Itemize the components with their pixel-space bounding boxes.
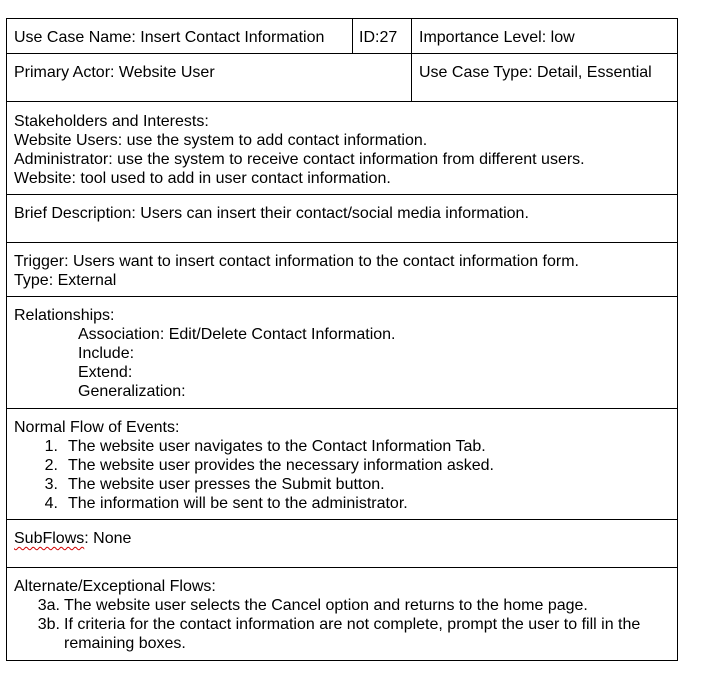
- trigger-type-label: Type:: [14, 272, 54, 289]
- list-item: [14, 494, 670, 513]
- use-case-type-value: Detail, Essential: [537, 64, 652, 81]
- stakeholder-line: Administrator: use the system to receive contact information from different users.: [14, 151, 585, 168]
- subflows-row: [7, 520, 678, 568]
- use-case-name-cell: [7, 19, 353, 54]
- use-case-name-value: Insert Contact Information: [140, 29, 325, 46]
- list-item: [14, 475, 670, 494]
- normal-flow-row: [7, 409, 678, 520]
- trigger-type-line: [14, 271, 670, 290]
- include-line: Include:: [78, 345, 135, 362]
- primary-actor-cell: [7, 54, 412, 102]
- importance-value: low: [550, 29, 575, 46]
- alt-text: The website user selects the Cancel option and returns to the home page.: [64, 597, 588, 614]
- brief-description-text: Users can insert their contact/social media information.: [140, 205, 529, 222]
- alternate-flows-cell: [7, 568, 678, 661]
- relationships-row: [7, 297, 678, 409]
- use-case-name-label: Use Case Name:: [14, 29, 136, 46]
- importance-label: Importance Level:: [419, 29, 547, 46]
- primary-actor-value: Website User: [118, 64, 215, 81]
- header-row: [7, 19, 678, 54]
- use-case-type-label: Use Case Type:: [419, 64, 533, 81]
- primary-actor-label: Primary Actor:: [14, 64, 115, 81]
- list-item: [14, 615, 670, 653]
- extend-line: Extend:: [78, 364, 133, 381]
- relationships-title: Relationships:: [14, 307, 115, 324]
- brief-row: [7, 195, 678, 243]
- relationships-cell: [7, 297, 678, 409]
- step-text: The website user navigates to the Contact Information Tab.: [68, 438, 486, 455]
- alternate-flows-title: Alternate/Exceptional Flows:: [14, 578, 216, 595]
- id-cell: [353, 19, 412, 54]
- step-number: 4.: [44, 495, 58, 512]
- stakeholders-row: [7, 102, 678, 195]
- alt-number: 3a.: [37, 597, 60, 614]
- normal-flow-cell: [7, 409, 678, 520]
- actor-row: [7, 54, 678, 102]
- generalization-line: Generalization:: [78, 383, 186, 400]
- step-text: The website user provides the necessary information asked.: [68, 457, 494, 474]
- stakeholder-line: Website: tool used to add in user contact information.: [14, 170, 391, 187]
- stakeholders-cell: [7, 102, 678, 195]
- subflows-value: : None: [84, 530, 132, 547]
- id-label: ID:: [359, 29, 380, 46]
- id-value: 27: [379, 29, 398, 46]
- list-item: [14, 456, 670, 475]
- association-line: Association: Edit/Delete Contact Information.: [78, 326, 396, 343]
- step-text: The information will be sent to the administrator.: [68, 495, 408, 512]
- step-number: 2.: [44, 457, 58, 474]
- alternate-flows-row: [7, 568, 678, 661]
- list-item: [14, 437, 670, 456]
- use-case-table: [6, 18, 678, 661]
- list-item: [14, 596, 670, 615]
- subflows-cell: [7, 520, 678, 568]
- normal-flow-list: [14, 437, 670, 513]
- alt-text: If criteria for the contact information are not complete, prompt the user to fill in the remaining boxes.: [64, 616, 641, 652]
- stakeholders-title: Stakeholders and Interests:: [14, 113, 209, 130]
- trigger-label: Trigger:: [14, 253, 69, 270]
- brief-description-label: Brief Description:: [14, 205, 136, 222]
- trigger-row: [7, 243, 678, 297]
- step-number: 1.: [44, 438, 58, 455]
- use-case-type-cell: [412, 54, 678, 102]
- brief-description-cell: [7, 195, 678, 243]
- alt-number: 3b.: [37, 616, 60, 633]
- trigger-text: Users want to insert contact information to the contact information form.: [72, 253, 579, 270]
- trigger-type-value: External: [57, 272, 117, 289]
- importance-cell: [412, 19, 678, 54]
- normal-flow-title: Normal Flow of Events:: [14, 419, 180, 436]
- step-text: The website user presses the Submit button.: [68, 476, 385, 493]
- subflows-label: SubFlows: [14, 530, 85, 547]
- step-number: 3.: [44, 476, 58, 493]
- stakeholder-line: Website Users: use the system to add contact information.: [14, 132, 428, 149]
- trigger-line: [14, 252, 670, 271]
- alternate-flows-list: [14, 596, 670, 653]
- trigger-cell: [7, 243, 678, 297]
